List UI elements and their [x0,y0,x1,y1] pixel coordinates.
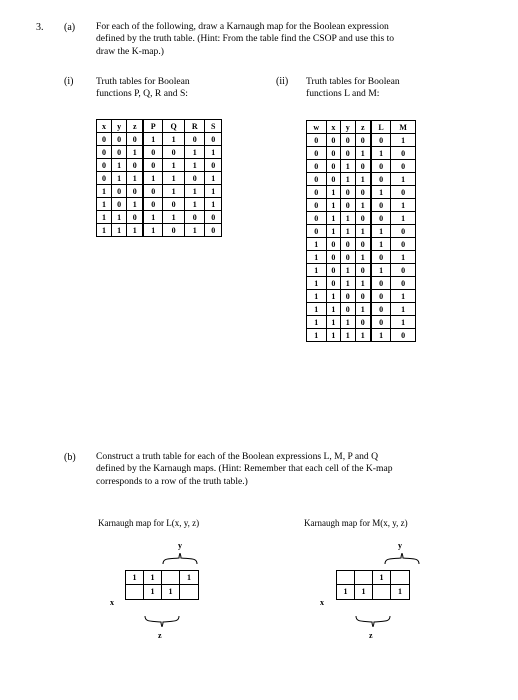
part-b-label: (b) [64,452,76,463]
part-b-line: Construct a truth table for each of the Boolean expressions L, M, P and Q [96,451,379,462]
table-row [307,290,416,303]
table-cell: 0 [163,224,185,237]
table-header-cell: P [143,120,162,133]
table-cell: 1 [391,212,416,225]
table-cell: 1 [326,199,340,212]
table-cell: 0 [341,303,355,316]
table-cell: 1 [185,198,205,211]
table-cell: 1 [163,211,185,224]
table-cell: 1 [307,316,327,329]
kmap-m-caption: Karnaugh map for M(x, y, z) [304,518,408,528]
table-cell: 0 [143,146,162,159]
table-cell: 0 [127,133,144,146]
table-header-cell: x [97,120,112,133]
table-cell: 0 [185,172,205,185]
table-header-cell: z [127,120,144,133]
table-cell: 1 [143,172,162,185]
table-cell: 0 [391,264,416,277]
table-cell: 1 [341,160,355,173]
table-header-cell: y [112,120,127,133]
table-cell: 0 [307,134,327,147]
table-row [307,225,416,238]
table-cell: 0 [371,303,391,316]
table-cell: 0 [355,316,371,329]
table-cell: 1 [391,316,416,329]
table-row [97,211,222,224]
table-header-cell: R [185,120,205,133]
table-cell: 0 [307,160,327,173]
table-cell: 1 [307,290,327,303]
table-cell: 0 [112,133,127,146]
table-cell: 0 [112,146,127,159]
table-cell: 1 [391,134,416,147]
kmap-cell: 1 [162,585,180,599]
table-cell: 0 [307,147,327,160]
kmap-l-caption: Karnaugh map for L(x, y, z) [98,518,200,528]
table-cell: 1 [355,147,371,160]
table-cell: 1 [371,264,391,277]
table-cell: 0 [307,212,327,225]
table-cell: 1 [185,185,205,198]
table-cell: 1 [341,212,355,225]
table-cell: 0 [355,160,371,173]
part-a-line: defined by the truth table. (Hint: From the table find the CSOP and use this to [96,33,395,45]
table-cell: 0 [307,173,327,186]
table-cell: 0 [127,211,144,224]
truth-table-pqrs [96,119,222,237]
table-cell: 0 [371,134,391,147]
table-row [307,173,416,186]
table-row [307,316,416,329]
table-row [307,134,416,147]
table-cell: 1 [307,329,327,342]
table-cell: 1 [391,290,416,303]
table-cell: 0 [112,185,127,198]
table-cell: 0 [307,186,327,199]
table-cell: 0 [341,186,355,199]
table-cell: 1 [307,238,327,251]
table-cell: 1 [355,225,371,238]
table-cell: 0 [371,212,391,225]
table-cell: 1 [371,225,391,238]
table-cell: 0 [112,198,127,211]
table-row [307,199,416,212]
table-cell: 0 [341,290,355,303]
table-cell: 1 [163,133,185,146]
table-header-cell: Q [163,120,185,133]
table-row [97,198,222,211]
table-cell: 1 [307,264,327,277]
table-cell: 0 [163,146,185,159]
table-cell: 0 [371,160,391,173]
table-cell: 0 [355,290,371,303]
table-cell: 0 [205,224,222,237]
table-cell: 0 [371,199,391,212]
table-cell: 0 [371,251,391,264]
table-row [307,264,416,277]
table-cell: 0 [355,134,371,147]
table-cell: 0 [355,238,371,251]
truth-table-lm [306,120,416,342]
table-cell: 1 [185,159,205,172]
part-b-line: defined by the Karnaugh maps. (Hint: Remember that each cell of the K-map [96,463,393,475]
part-a-line: draw the K-map.) [96,45,164,57]
kmap-l-z-label: z [158,631,162,640]
kmap-cell: 1 [126,571,144,585]
sub-i-label: (i) [64,76,74,87]
sub-ii-caption-line: functions L and M: [306,88,380,99]
table-cell: 1 [205,146,222,159]
table-cell: 0 [127,185,144,198]
table-cell: 1 [112,224,127,237]
table-cell: 1 [371,238,391,251]
table-row [307,329,416,342]
table-row [97,185,222,198]
table-cell: 0 [307,199,327,212]
table-cell: 0 [341,199,355,212]
kmap-l-y-brace [162,553,198,565]
table-header-cell: S [205,120,222,133]
table-header-cell: M [391,121,416,134]
sub-i-caption [96,76,190,100]
table-cell: 1 [143,211,162,224]
table-cell: 0 [143,185,162,198]
table-row [307,147,416,160]
kmap-m-z-label: z [369,631,373,640]
table-cell: 1 [112,159,127,172]
sub-i-caption-line: functions P, Q, R and S: [96,88,188,99]
sub-i-caption-line: Truth tables for Boolean [96,76,190,87]
kmap-cell: 1 [180,571,198,585]
table-row [307,212,416,225]
kmap-cell: 1 [144,585,162,599]
part-a-label: (a) [64,22,76,33]
table-cell: 0 [163,198,185,211]
table-row [307,238,416,251]
table-header-cell: y [341,121,355,134]
table-cell: 1 [341,329,355,342]
table-header-row [97,120,222,133]
table-cell: 0 [391,277,416,290]
table-cell: 1 [391,303,416,316]
table-row [307,303,416,316]
table-cell: 1 [205,198,222,211]
table-row [307,251,416,264]
kmap-cell: 1 [144,571,162,585]
table-cell: 1 [371,329,391,342]
table-cell: 1 [355,329,371,342]
kmap-l-x-label: x [110,598,114,607]
table-cell: 1 [391,199,416,212]
table-cell: 0 [205,211,222,224]
kmap-l-z-brace [144,615,180,627]
table-cell: 0 [341,134,355,147]
table-cell: 0 [326,238,340,251]
kmap-cell: 1 [337,585,355,599]
kmap-m-y-label: y [398,541,402,550]
table-row [97,133,222,146]
table-cell: 1 [307,277,327,290]
table-cell: 0 [391,160,416,173]
table-cell: 0 [371,277,391,290]
table-cell: 1 [341,264,355,277]
table-cell: 0 [326,277,340,290]
table-cell: 0 [205,133,222,146]
table-cell: 1 [127,172,144,185]
sub-ii-caption [306,76,400,100]
kmap-cell [180,585,198,599]
kmap-l-grid [125,570,199,600]
table-row [97,172,222,185]
table-cell: 1 [112,172,127,185]
kmap-m-grid [336,570,410,600]
table-header-cell: L [371,121,391,134]
table-cell: 1 [326,329,340,342]
kmap-cell [126,585,144,599]
table-cell: 0 [355,186,371,199]
table-cell: 0 [371,290,391,303]
table-cell: 1 [326,186,340,199]
table-cell: 1 [371,186,391,199]
table-cell: 1 [341,316,355,329]
kmap-cell [337,571,355,585]
table-cell: 0 [326,264,340,277]
kmap-cell: 1 [355,585,373,599]
table-header-row [307,121,416,134]
table-cell: 0 [97,133,112,146]
table-cell: 1 [112,211,127,224]
table-cell: 1 [163,185,185,198]
sub-ii-label: (ii) [276,76,289,87]
table-cell: 0 [326,160,340,173]
table-cell: 1 [97,224,112,237]
table-cell: 0 [185,133,205,146]
table-cell: 1 [341,173,355,186]
table-cell: 1 [127,146,144,159]
table-cell: 1 [143,133,162,146]
kmap-cell: 1 [398,587,402,596]
table-header-cell: w [307,121,327,134]
kmap-l-y-label: y [178,541,182,550]
table-cell: 1 [391,173,416,186]
table-cell: 1 [355,277,371,290]
kmap-cell [355,571,373,585]
table-row [97,224,222,237]
table-cell: 0 [341,238,355,251]
kmap-cell [162,571,180,585]
table-cell: 0 [391,238,416,251]
table-cell: 1 [163,172,185,185]
table-cell: 0 [127,159,144,172]
table-cell: 1 [326,303,340,316]
table-cell: 1 [185,146,205,159]
kmap-m-x-label: x [320,598,324,607]
table-cell: 1 [326,225,340,238]
table-cell: 1 [355,251,371,264]
table-cell: 0 [371,173,391,186]
kmap-cell [373,585,391,599]
table-cell: 1 [127,198,144,211]
table-cell: 0 [371,316,391,329]
table-row [307,186,416,199]
table-row [97,146,222,159]
table-cell: 0 [355,212,371,225]
question-number: 3. [36,22,44,33]
table-cell: 1 [391,251,416,264]
table-cell: 0 [185,211,205,224]
table-cell: 0 [326,134,340,147]
table-header-cell: x [326,121,340,134]
table-cell: 1 [341,225,355,238]
table-cell: 0 [391,186,416,199]
table-cell: 1 [307,303,327,316]
table-cell: 0 [341,147,355,160]
table-cell: 0 [391,225,416,238]
kmap-cell [391,571,409,585]
kmap-m-y-brace [384,553,420,565]
table-cell: 1 [355,303,371,316]
table-cell: 1 [326,212,340,225]
part-a-line: For each of the following, draw a Karnaugh map for the Boolean expression [96,21,389,32]
table-cell: 0 [391,329,416,342]
table-cell: 0 [326,147,340,160]
table-cell: 1 [355,199,371,212]
table-cell: 0 [307,225,327,238]
table-cell: 0 [97,146,112,159]
table-cell: 1 [205,185,222,198]
part-b-text [96,451,496,488]
part-b-line: corresponds to a row of the truth table.) [96,475,248,487]
table-row [307,277,416,290]
kmap-cell: 1 [373,571,391,585]
table-row [97,159,222,172]
table-cell: 1 [307,251,327,264]
table-cell: 0 [143,198,162,211]
table-cell: 1 [127,224,144,237]
table-cell: 0 [391,147,416,160]
table-cell: 1 [205,172,222,185]
kmap-m-z-brace [355,615,391,627]
table-cell: 0 [355,264,371,277]
table-cell: 0 [205,159,222,172]
table-cell: 1 [97,211,112,224]
table-cell: 0 [326,173,340,186]
table-cell: 1 [371,147,391,160]
table-cell: 0 [97,172,112,185]
table-cell: 0 [341,251,355,264]
table-header-cell: z [355,121,371,134]
part-a-text [96,21,496,58]
table-cell: 1 [97,185,112,198]
table-cell: 1 [341,277,355,290]
table-cell: 0 [143,159,162,172]
table-cell: 1 [355,173,371,186]
table-cell: 1 [326,316,340,329]
table-cell: 1 [185,224,205,237]
table-row [307,160,416,173]
sub-ii-caption-line: Truth tables for Boolean [306,76,400,87]
table-cell: 0 [326,251,340,264]
table-cell: 1 [163,159,185,172]
table-cell: 1 [326,290,340,303]
table-cell: 1 [143,224,162,237]
table-cell: 0 [97,159,112,172]
table-cell: 1 [97,198,112,211]
